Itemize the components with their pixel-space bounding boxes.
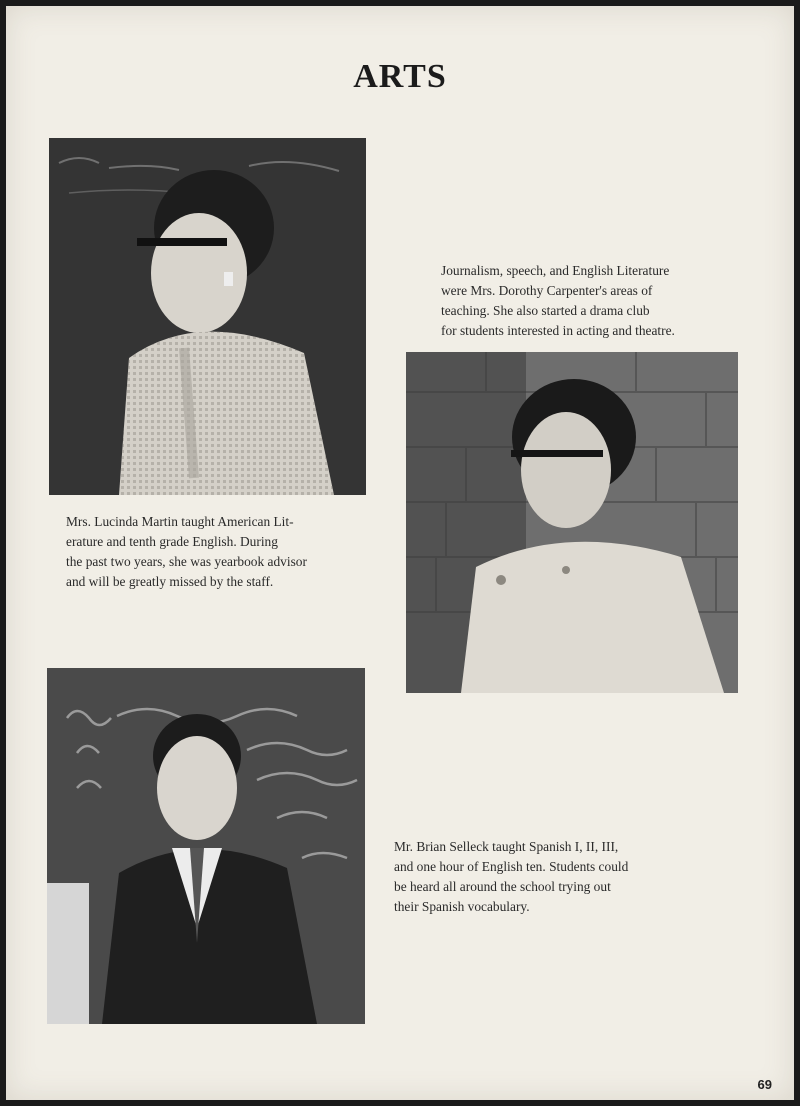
caption-lucinda-martin [66, 512, 307, 592]
caption-line: teaching. She also started a drama club [441, 303, 650, 318]
photo-lucinda-martin [49, 138, 366, 495]
page-title: ARTS [353, 58, 447, 95]
yearbook-page [6, 6, 794, 1100]
caption-line: be heard all around the school trying out [394, 879, 611, 894]
caption-line: were Mrs. Dorothy Carpenter's areas of [441, 283, 653, 298]
caption-line: for students interested in acting and theatre. [441, 323, 675, 338]
caption-brian-selleck [394, 837, 628, 917]
caption-line: and will be greatly missed by the staff. [66, 574, 274, 589]
caption-dorothy-carpenter [441, 261, 675, 341]
caption-line: Mrs. Lucinda Martin taught American Lit- [66, 514, 294, 529]
caption-line: Mr. Brian Selleck taught Spanish I, II, III, [394, 839, 619, 854]
caption-line: Journalism, speech, and English Literature [441, 263, 670, 278]
page-number: 69 [757, 1077, 772, 1092]
caption-line: and one hour of English ten. Students could [394, 859, 629, 874]
photo-dorothy-carpenter [406, 352, 738, 693]
caption-line: the past two years, she was yearbook advisor [66, 554, 307, 569]
caption-line: their Spanish vocabulary. [394, 899, 530, 914]
caption-line: erature and tenth grade English. During [66, 534, 278, 549]
photo-brian-selleck [47, 668, 365, 1024]
